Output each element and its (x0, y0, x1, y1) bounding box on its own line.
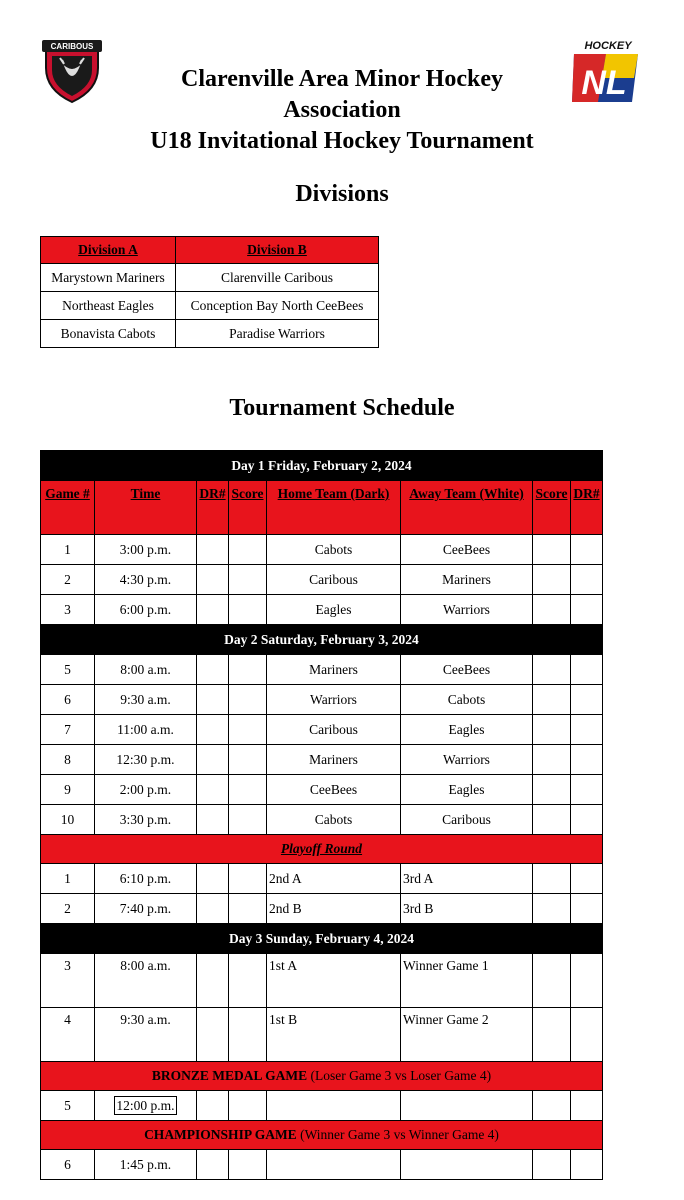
dr-cell (571, 745, 603, 775)
away-team: Winner Game 2 (401, 1008, 533, 1062)
championship-title: CHAMPIONSHIP GAME (144, 1127, 297, 1142)
score-cell (229, 954, 267, 1008)
score-cell (533, 745, 571, 775)
championship-note: (Winner Game 3 vs Winner Game 4) (300, 1127, 499, 1142)
table-row (41, 1150, 603, 1180)
away-team: CeeBees (401, 655, 533, 685)
dr-cell (197, 685, 229, 715)
game-number: 6 (41, 685, 95, 715)
col-dr: DR# (197, 481, 229, 535)
away-team: CeeBees (401, 535, 533, 565)
score-cell (533, 535, 571, 565)
caribous-logo (40, 38, 104, 104)
title-line-3: U18 Invitational Hockey Tournament (150, 128, 534, 154)
table-row (41, 954, 603, 1008)
table-row (41, 595, 603, 625)
home-team: Mariners (267, 655, 401, 685)
bronze-medal-header (41, 1062, 603, 1091)
score-cell (229, 655, 267, 685)
championship-label (41, 1121, 603, 1150)
game-number: 3 (41, 595, 95, 625)
dr-cell (197, 1150, 229, 1180)
game-time: 8:00 a.m. (95, 954, 197, 1008)
table-row (41, 685, 603, 715)
col-game: Game # (41, 481, 95, 535)
table-row (41, 894, 603, 924)
away-team: Eagles (401, 715, 533, 745)
score-cell (533, 775, 571, 805)
home-team: Caribous (267, 565, 401, 595)
home-team: Eagles (267, 595, 401, 625)
dr-cell (197, 894, 229, 924)
away-team: Warriors (401, 595, 533, 625)
dr-cell (197, 535, 229, 565)
game-time: 1:45 p.m. (95, 1150, 197, 1180)
dr-cell (197, 775, 229, 805)
score-cell (533, 894, 571, 924)
score-cell (229, 595, 267, 625)
dr-cell (571, 715, 603, 745)
playoff-round-text: Playoff Round (280, 841, 363, 856)
col-time: Time (95, 481, 197, 535)
dr-cell (571, 1008, 603, 1062)
bronze-medal-note: (Loser Game 3 vs Loser Game 4) (310, 1068, 492, 1083)
dr-cell (197, 655, 229, 685)
score-cell (533, 1150, 571, 1180)
away-team: Mariners (401, 565, 533, 595)
dr-cell (197, 864, 229, 894)
col-score: Score (229, 481, 267, 535)
score-cell (229, 745, 267, 775)
away-team: Winner Game 1 (401, 954, 533, 1008)
dr-cell (197, 805, 229, 835)
dr-cell (571, 685, 603, 715)
score-cell (229, 864, 267, 894)
score-cell (229, 894, 267, 924)
hockey-nl-logo-letters: NL (581, 64, 627, 102)
table-row (41, 655, 603, 685)
table-row (41, 1091, 603, 1121)
dr-cell (197, 595, 229, 625)
away-team: Eagles (401, 775, 533, 805)
game-time: 6:10 p.m. (95, 864, 197, 894)
game-number: 7 (41, 715, 95, 745)
score-cell (533, 1091, 571, 1121)
divisions-heading: Divisions (295, 181, 389, 207)
col-home-team: Home Team (Dark) (267, 481, 401, 535)
title-line-1: Clarenville Area Minor Hockey (181, 66, 503, 92)
dr-cell (197, 715, 229, 745)
game-time: 2:00 p.m. (95, 775, 197, 805)
table-row (41, 805, 603, 835)
score-cell (229, 715, 267, 745)
away-team (401, 1091, 533, 1121)
game-time: 12:30 p.m. (95, 745, 197, 775)
dr-cell (197, 954, 229, 1008)
game-number: 5 (41, 1091, 95, 1121)
score-cell (533, 595, 571, 625)
home-team: Cabots (267, 805, 401, 835)
home-team: Warriors (267, 685, 401, 715)
table-row (41, 864, 603, 894)
away-team: Caribous (401, 805, 533, 835)
score-cell (533, 805, 571, 835)
score-cell (229, 685, 267, 715)
day-1-label: Day 1 Friday, February 2, 2024 (41, 451, 603, 481)
home-team: CeeBees (267, 775, 401, 805)
score-cell (229, 805, 267, 835)
table-row (41, 745, 603, 775)
dr-cell (571, 775, 603, 805)
division-a-team: Northeast Eagles (41, 292, 176, 320)
home-team: Cabots (267, 535, 401, 565)
division-a-team: Marystown Mariners (41, 264, 176, 292)
game-time: 12:00 p.m. (116, 1097, 175, 1113)
title-line-2: Association (283, 97, 401, 123)
score-cell (229, 1091, 267, 1121)
game-time: 8:00 a.m. (95, 655, 197, 685)
away-team (401, 1150, 533, 1180)
game-number: 6 (41, 1150, 95, 1180)
dr-cell (571, 535, 603, 565)
game-time: 9:30 a.m. (95, 685, 197, 715)
day-3-label: Day 3 Sunday, February 4, 2024 (41, 924, 603, 954)
home-team: 2nd A (267, 864, 401, 894)
bronze-medal-label (41, 1062, 603, 1091)
score-cell (533, 565, 571, 595)
score-cell (229, 535, 267, 565)
dr-cell (571, 805, 603, 835)
game-number: 2 (41, 894, 95, 924)
table-row (41, 775, 603, 805)
home-team: Caribous (267, 715, 401, 745)
game-number: 9 (41, 775, 95, 805)
table-row (41, 565, 603, 595)
game-number: 2 (41, 565, 95, 595)
dr-cell (571, 1150, 603, 1180)
table-row (41, 292, 379, 320)
score-cell (533, 954, 571, 1008)
dr-cell (571, 864, 603, 894)
day-header (41, 625, 603, 655)
dr-cell (197, 745, 229, 775)
dr-cell (571, 565, 603, 595)
away-team: Warriors (401, 745, 533, 775)
game-time: 4:30 p.m. (95, 565, 197, 595)
score-cell (533, 715, 571, 745)
bronze-medal-title: BRONZE MEDAL GAME (151, 1068, 308, 1083)
playoff-round-header (41, 835, 603, 864)
home-team (267, 1150, 401, 1180)
col-dr: DR# (571, 481, 603, 535)
table-row (41, 320, 379, 348)
divisions-table (40, 236, 379, 348)
game-number: 5 (41, 655, 95, 685)
col-away-team: Away Team (White) (401, 481, 533, 535)
game-time: 7:40 p.m. (95, 894, 197, 924)
game-time: 11:00 a.m. (95, 715, 197, 745)
hockey-nl-logo-text: HOCKEY (584, 40, 632, 52)
home-team (267, 1091, 401, 1121)
division-a-team: Bonavista Cabots (41, 320, 176, 348)
dr-cell (571, 954, 603, 1008)
day-header (41, 451, 603, 481)
caribous-logo-text: CARIBOUS (50, 42, 94, 51)
col-score: Score (533, 481, 571, 535)
home-team: 1st B (267, 1008, 401, 1062)
game-number: 3 (41, 954, 95, 1008)
game-time: 3:30 p.m. (95, 805, 197, 835)
game-number: 1 (41, 535, 95, 565)
schedule-heading: Tournament Schedule (229, 395, 455, 421)
championship-header (41, 1121, 603, 1150)
division-b-team: Clarenville Caribous (176, 264, 379, 292)
day-header (41, 924, 603, 954)
score-cell (229, 565, 267, 595)
away-team: 3rd B (401, 894, 533, 924)
dr-cell (571, 1091, 603, 1121)
day-2-label: Day 2 Saturday, February 3, 2024 (41, 625, 603, 655)
score-cell (229, 1008, 267, 1062)
division-a-header: Division A (41, 237, 176, 264)
home-team: 1st A (267, 954, 401, 1008)
away-team: 3rd A (401, 864, 533, 894)
dr-cell (571, 655, 603, 685)
score-cell (533, 685, 571, 715)
page-title (110, 64, 574, 157)
column-header-row (41, 481, 603, 535)
dr-cell (571, 894, 603, 924)
dr-cell (197, 1008, 229, 1062)
game-number: 1 (41, 864, 95, 894)
dr-cell (197, 565, 229, 595)
division-b-header: Division B (176, 237, 379, 264)
game-time-cell (95, 1091, 197, 1121)
division-b-team: Conception Bay North CeeBees (176, 292, 379, 320)
score-cell (229, 775, 267, 805)
table-row (41, 264, 379, 292)
dr-cell (197, 1091, 229, 1121)
game-time: 6:00 p.m. (95, 595, 197, 625)
table-row (41, 715, 603, 745)
home-team: Mariners (267, 745, 401, 775)
game-time: 9:30 a.m. (95, 1008, 197, 1062)
score-cell (533, 864, 571, 894)
score-cell (533, 655, 571, 685)
schedule-table (40, 450, 603, 1180)
division-b-team: Paradise Warriors (176, 320, 379, 348)
game-time: 3:00 p.m. (95, 535, 197, 565)
game-number: 8 (41, 745, 95, 775)
away-team: Cabots (401, 685, 533, 715)
home-team: 2nd B (267, 894, 401, 924)
table-row (41, 535, 603, 565)
playoff-round-label (41, 835, 603, 864)
score-cell (533, 1008, 571, 1062)
table-row (41, 1008, 603, 1062)
dr-cell (571, 595, 603, 625)
hockey-nl-logo (568, 38, 644, 104)
game-number: 4 (41, 1008, 95, 1062)
game-number: 10 (41, 805, 95, 835)
score-cell (229, 1150, 267, 1180)
